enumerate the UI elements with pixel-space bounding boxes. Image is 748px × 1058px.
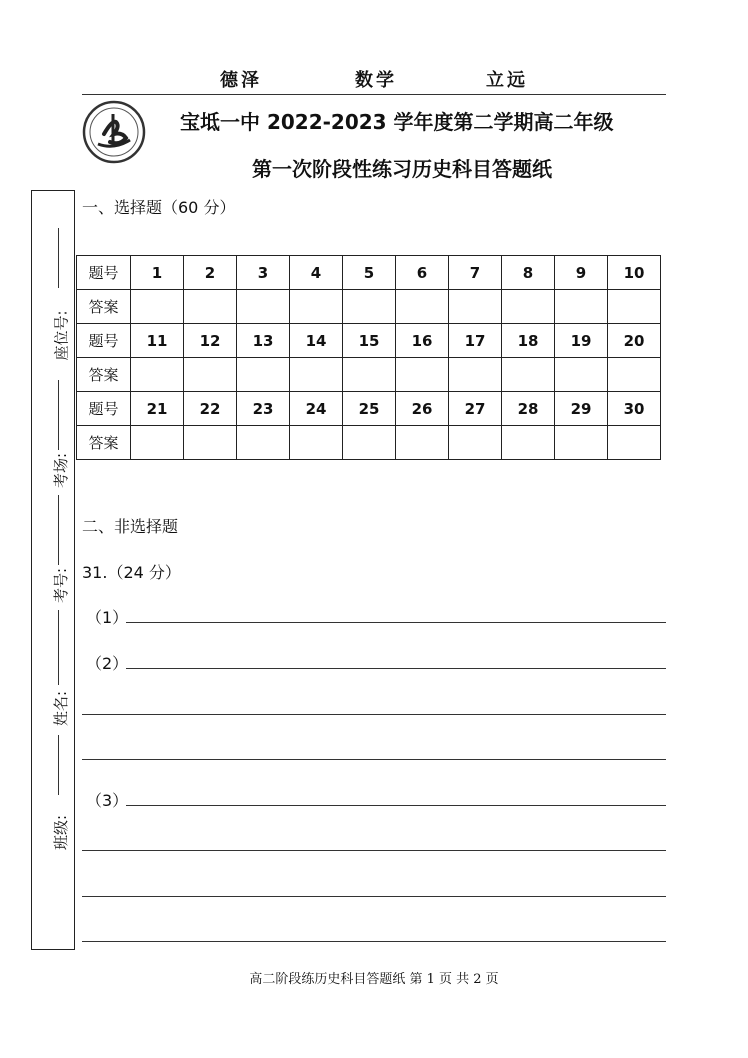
row-label-number: 题号 <box>77 324 131 358</box>
answer-cell[interactable] <box>184 426 237 460</box>
field-line-examno <box>58 495 59 565</box>
question-number-cell: 1 <box>131 256 184 290</box>
answer-cell[interactable] <box>184 290 237 324</box>
question-number-cell: 8 <box>502 256 555 290</box>
question-number-cell: 2 <box>184 256 237 290</box>
question-number-cell: 27 <box>449 392 502 426</box>
question-number-cell: 10 <box>608 256 661 290</box>
answer-cell[interactable] <box>396 358 449 392</box>
question-number-cell: 4 <box>290 256 343 290</box>
question-number-cell: 16 <box>396 324 449 358</box>
answer-cell[interactable] <box>343 426 396 460</box>
answer-cell[interactable] <box>555 358 608 392</box>
row-label-number: 题号 <box>77 392 131 426</box>
question-number-cell: 23 <box>237 392 290 426</box>
section-nonchoice-title: 二、非选择题 <box>82 517 179 536</box>
answer-cell[interactable] <box>396 290 449 324</box>
grid-number-row <box>77 324 661 358</box>
grid-answer-row <box>77 358 661 392</box>
field-line-room <box>58 380 59 450</box>
answer-cell[interactable] <box>290 290 343 324</box>
part-3-answer-line-3[interactable] <box>82 896 666 897</box>
question-number-cell: 26 <box>396 392 449 426</box>
exam-room-label: 考场: <box>52 452 71 489</box>
part-1-label: （1） <box>86 608 129 627</box>
school-seal-logo <box>82 100 146 164</box>
answer-cell[interactable] <box>449 290 502 324</box>
field-line-name <box>58 610 59 685</box>
question-number-cell: 24 <box>290 392 343 426</box>
row-label-answer: 答案 <box>77 290 131 324</box>
part-3-answer-line-2[interactable] <box>82 850 666 851</box>
question-number-cell: 9 <box>555 256 608 290</box>
exam-title-line2: 第一次阶段性练习历史科目答题纸 <box>252 157 552 181</box>
question-number-cell: 25 <box>343 392 396 426</box>
answer-cell[interactable] <box>290 426 343 460</box>
answer-cell[interactable] <box>608 426 661 460</box>
part-2-answer-line[interactable] <box>126 668 666 669</box>
header-rule <box>82 94 666 95</box>
grid-answer-row <box>77 426 661 460</box>
grid-number-row <box>77 392 661 426</box>
question-number-cell: 21 <box>131 392 184 426</box>
seat-number-label: 座位号: <box>52 310 71 361</box>
grid-answer-row <box>77 290 661 324</box>
answer-cell[interactable] <box>608 358 661 392</box>
question-number-cell: 19 <box>555 324 608 358</box>
answer-grid <box>76 255 661 460</box>
answer-cell[interactable] <box>131 358 184 392</box>
question-number-cell: 5 <box>343 256 396 290</box>
answer-cell[interactable] <box>608 290 661 324</box>
field-line-seat <box>58 228 59 288</box>
question-number-cell: 7 <box>449 256 502 290</box>
question-number-cell: 15 <box>343 324 396 358</box>
name-label: 姓名: <box>52 690 71 727</box>
motto-3: 立远 <box>486 70 528 91</box>
part-2-answer-line-3[interactable] <box>82 759 666 760</box>
part-2-answer-line-2[interactable] <box>82 714 666 715</box>
question-number-cell: 11 <box>131 324 184 358</box>
row-label-number: 题号 <box>77 256 131 290</box>
question-number-cell: 13 <box>237 324 290 358</box>
part-3-answer-line-4[interactable] <box>82 941 666 942</box>
answer-cell[interactable] <box>449 358 502 392</box>
answer-cell[interactable] <box>184 358 237 392</box>
exam-title-line1: 宝坻一中 2022-2023 学年度第二学期高二年级 <box>180 110 614 134</box>
answer-cell[interactable] <box>131 426 184 460</box>
part-3-label: （3） <box>86 791 129 810</box>
answer-cell[interactable] <box>502 426 555 460</box>
question-number-cell: 22 <box>184 392 237 426</box>
question-number-cell: 3 <box>237 256 290 290</box>
answer-cell[interactable] <box>396 426 449 460</box>
answer-cell[interactable] <box>502 290 555 324</box>
question-number-cell: 14 <box>290 324 343 358</box>
answer-cell[interactable] <box>237 426 290 460</box>
answer-cell[interactable] <box>131 290 184 324</box>
question-number-cell: 30 <box>608 392 661 426</box>
class-label: 班级: <box>52 814 71 851</box>
answer-cell[interactable] <box>343 358 396 392</box>
answer-cell[interactable] <box>290 358 343 392</box>
question-number-cell: 20 <box>608 324 661 358</box>
grid-number-row <box>77 256 661 290</box>
row-label-answer: 答案 <box>77 358 131 392</box>
answer-cell[interactable] <box>502 358 555 392</box>
answer-cell[interactable] <box>449 426 502 460</box>
question-number-cell: 18 <box>502 324 555 358</box>
answer-cell[interactable] <box>343 290 396 324</box>
answer-cell[interactable] <box>237 290 290 324</box>
exam-number-label: 考号: <box>52 567 71 604</box>
part-1-answer-line[interactable] <box>126 622 666 623</box>
part-2-label: （2） <box>86 654 129 673</box>
answer-cell[interactable] <box>237 358 290 392</box>
question-number-cell: 29 <box>555 392 608 426</box>
question-number-cell: 28 <box>502 392 555 426</box>
question-number-cell: 12 <box>184 324 237 358</box>
field-line-class <box>58 735 59 795</box>
question-31-label: 31.（24 分） <box>82 563 181 582</box>
question-number-cell: 17 <box>449 324 502 358</box>
motto-2: 数学 <box>355 70 397 91</box>
row-label-answer: 答案 <box>77 426 131 460</box>
question-number-cell: 6 <box>396 256 449 290</box>
page-footer: 高二阶段练历史科目答题纸 第 1 页 共 2 页 <box>249 972 499 987</box>
motto-1: 德泽 <box>220 70 262 91</box>
section-choice-title: 一、选择题（60 分） <box>82 198 236 217</box>
answer-cell[interactable] <box>555 426 608 460</box>
answer-cell[interactable] <box>555 290 608 324</box>
part-3-answer-line[interactable] <box>126 805 666 806</box>
